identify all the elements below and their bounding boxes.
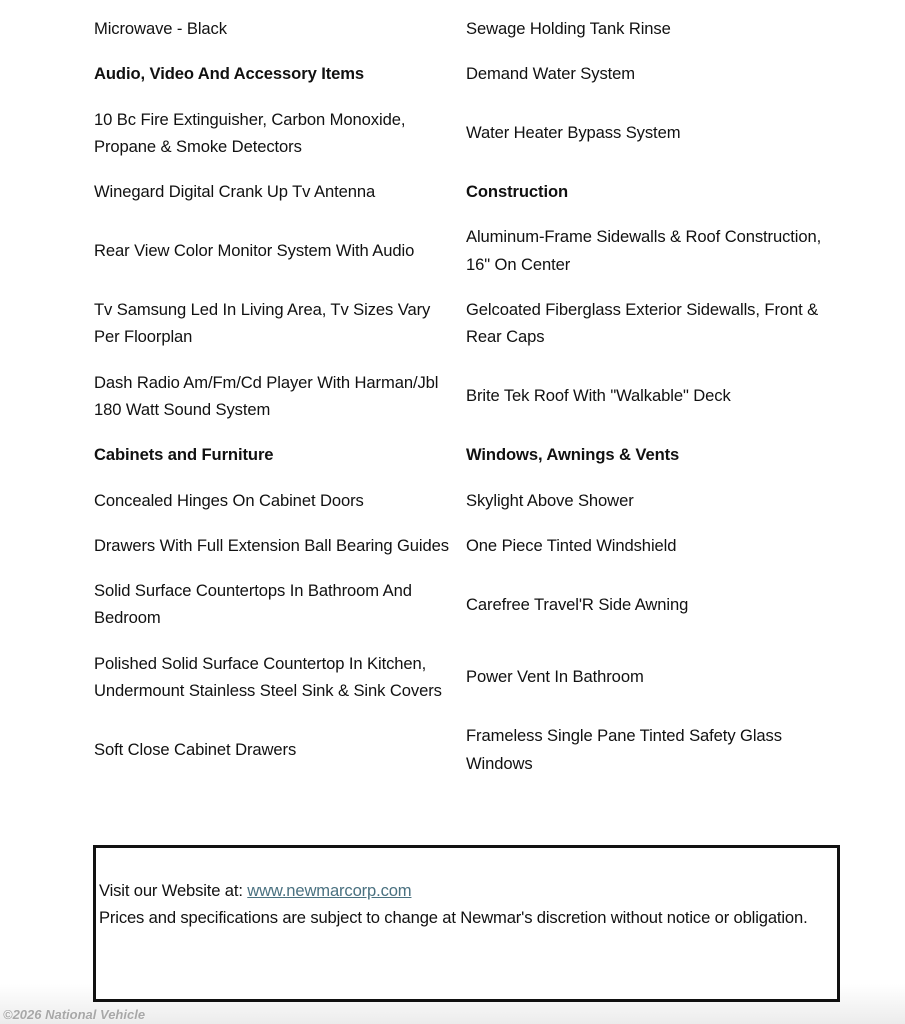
spec-right-cell: One Piece Tinted Windshield	[466, 535, 677, 555]
spec-left-cell: Microwave - Black	[94, 19, 227, 38]
footer-notice-box	[93, 845, 840, 1002]
copyright-watermark: ©2026 National Vehicle	[3, 1007, 146, 1022]
spec-right-cell: Skylight Above Shower	[466, 490, 634, 510]
spec-left-cell: Rear View Color Monitor System With Audio	[94, 241, 415, 261]
spec-right-cell: Brite Tek Roof With "Walkable" Deck	[466, 386, 731, 406]
spec-left-cell: Solid Surface Countertops In Bathroom And Bedroom	[94, 581, 412, 628]
spec-row	[94, 11, 844, 56]
spec-row	[94, 174, 844, 219]
spec-right-cell: Frameless Single Pane Tinted Safety Glass Windows	[466, 726, 782, 773]
spec-right-cell: Aluminum-Frame Sidewalls & Roof Construction, 16" On Center	[466, 227, 822, 274]
spec-right-cell: Demand Water System	[466, 64, 636, 84]
spec-row	[94, 528, 844, 573]
spec-left-cell: Soft Close Cabinet Drawers	[94, 739, 297, 759]
spec-table	[94, 11, 844, 791]
spec-right-cell: Carefree Travel'R Side Awning	[466, 594, 689, 614]
spec-row	[94, 718, 844, 791]
disclaimer-text: Prices and specifications are subject to change at Newmar's discretion without notice or obligation.	[99, 908, 808, 928]
section-heading-cabinets: Cabinets and Furniture	[94, 445, 274, 465]
spec-row	[94, 483, 844, 528]
website-link[interactable]: www.newmarcorp.com	[247, 881, 412, 900]
spec-right-cell: Sewage Holding Tank Rinse	[466, 19, 671, 38]
footer-text	[99, 877, 829, 932]
spec-right-cell: Water Heater Bypass System	[466, 123, 681, 143]
spec-row	[94, 646, 844, 719]
spec-left-cell: 10 Bc Fire Extinguisher, Carbon Monoxide, Propane & Smoke Detectors	[94, 109, 406, 156]
section-heading-construction: Construction	[466, 182, 569, 202]
spec-right-cell: Power Vent In Bathroom	[466, 667, 644, 687]
spec-row	[94, 219, 844, 292]
spec-left-cell: Tv Samsung Led In Living Area, Tv Sizes Vary Per Floorplan	[94, 300, 431, 347]
spec-right-cell: Gelcoated Fiberglass Exterior Sidewalls, Front & Rear Caps	[466, 300, 819, 347]
section-heading-audio-video: Audio, Video And Accessory Items	[94, 64, 365, 84]
spec-left-cell: Polished Solid Surface Countertop In Kitchen, Undermount Stainless Steel Sink & Sink Covers	[94, 653, 442, 701]
spec-left-cell: Concealed Hinges On Cabinet Doors	[94, 490, 364, 510]
spec-row	[94, 573, 844, 646]
visit-website-label: Visit our Website at:	[99, 881, 248, 900]
spec-row	[94, 437, 844, 482]
spec-row	[94, 56, 844, 101]
section-heading-windows: Windows, Awnings & Vents	[466, 445, 680, 465]
spec-row	[94, 292, 844, 365]
spec-table-body	[94, 11, 844, 791]
spec-row	[94, 102, 844, 175]
spec-row	[94, 365, 844, 438]
spec-left-cell: Dash Radio Am/Fm/Cd Player With Harman/Jbl 180 Watt Sound System	[94, 372, 439, 419]
spec-left-cell: Winegard Digital Crank Up Tv Antenna	[94, 182, 376, 202]
spec-left-cell: Drawers With Full Extension Ball Bearing Guides	[94, 535, 449, 555]
